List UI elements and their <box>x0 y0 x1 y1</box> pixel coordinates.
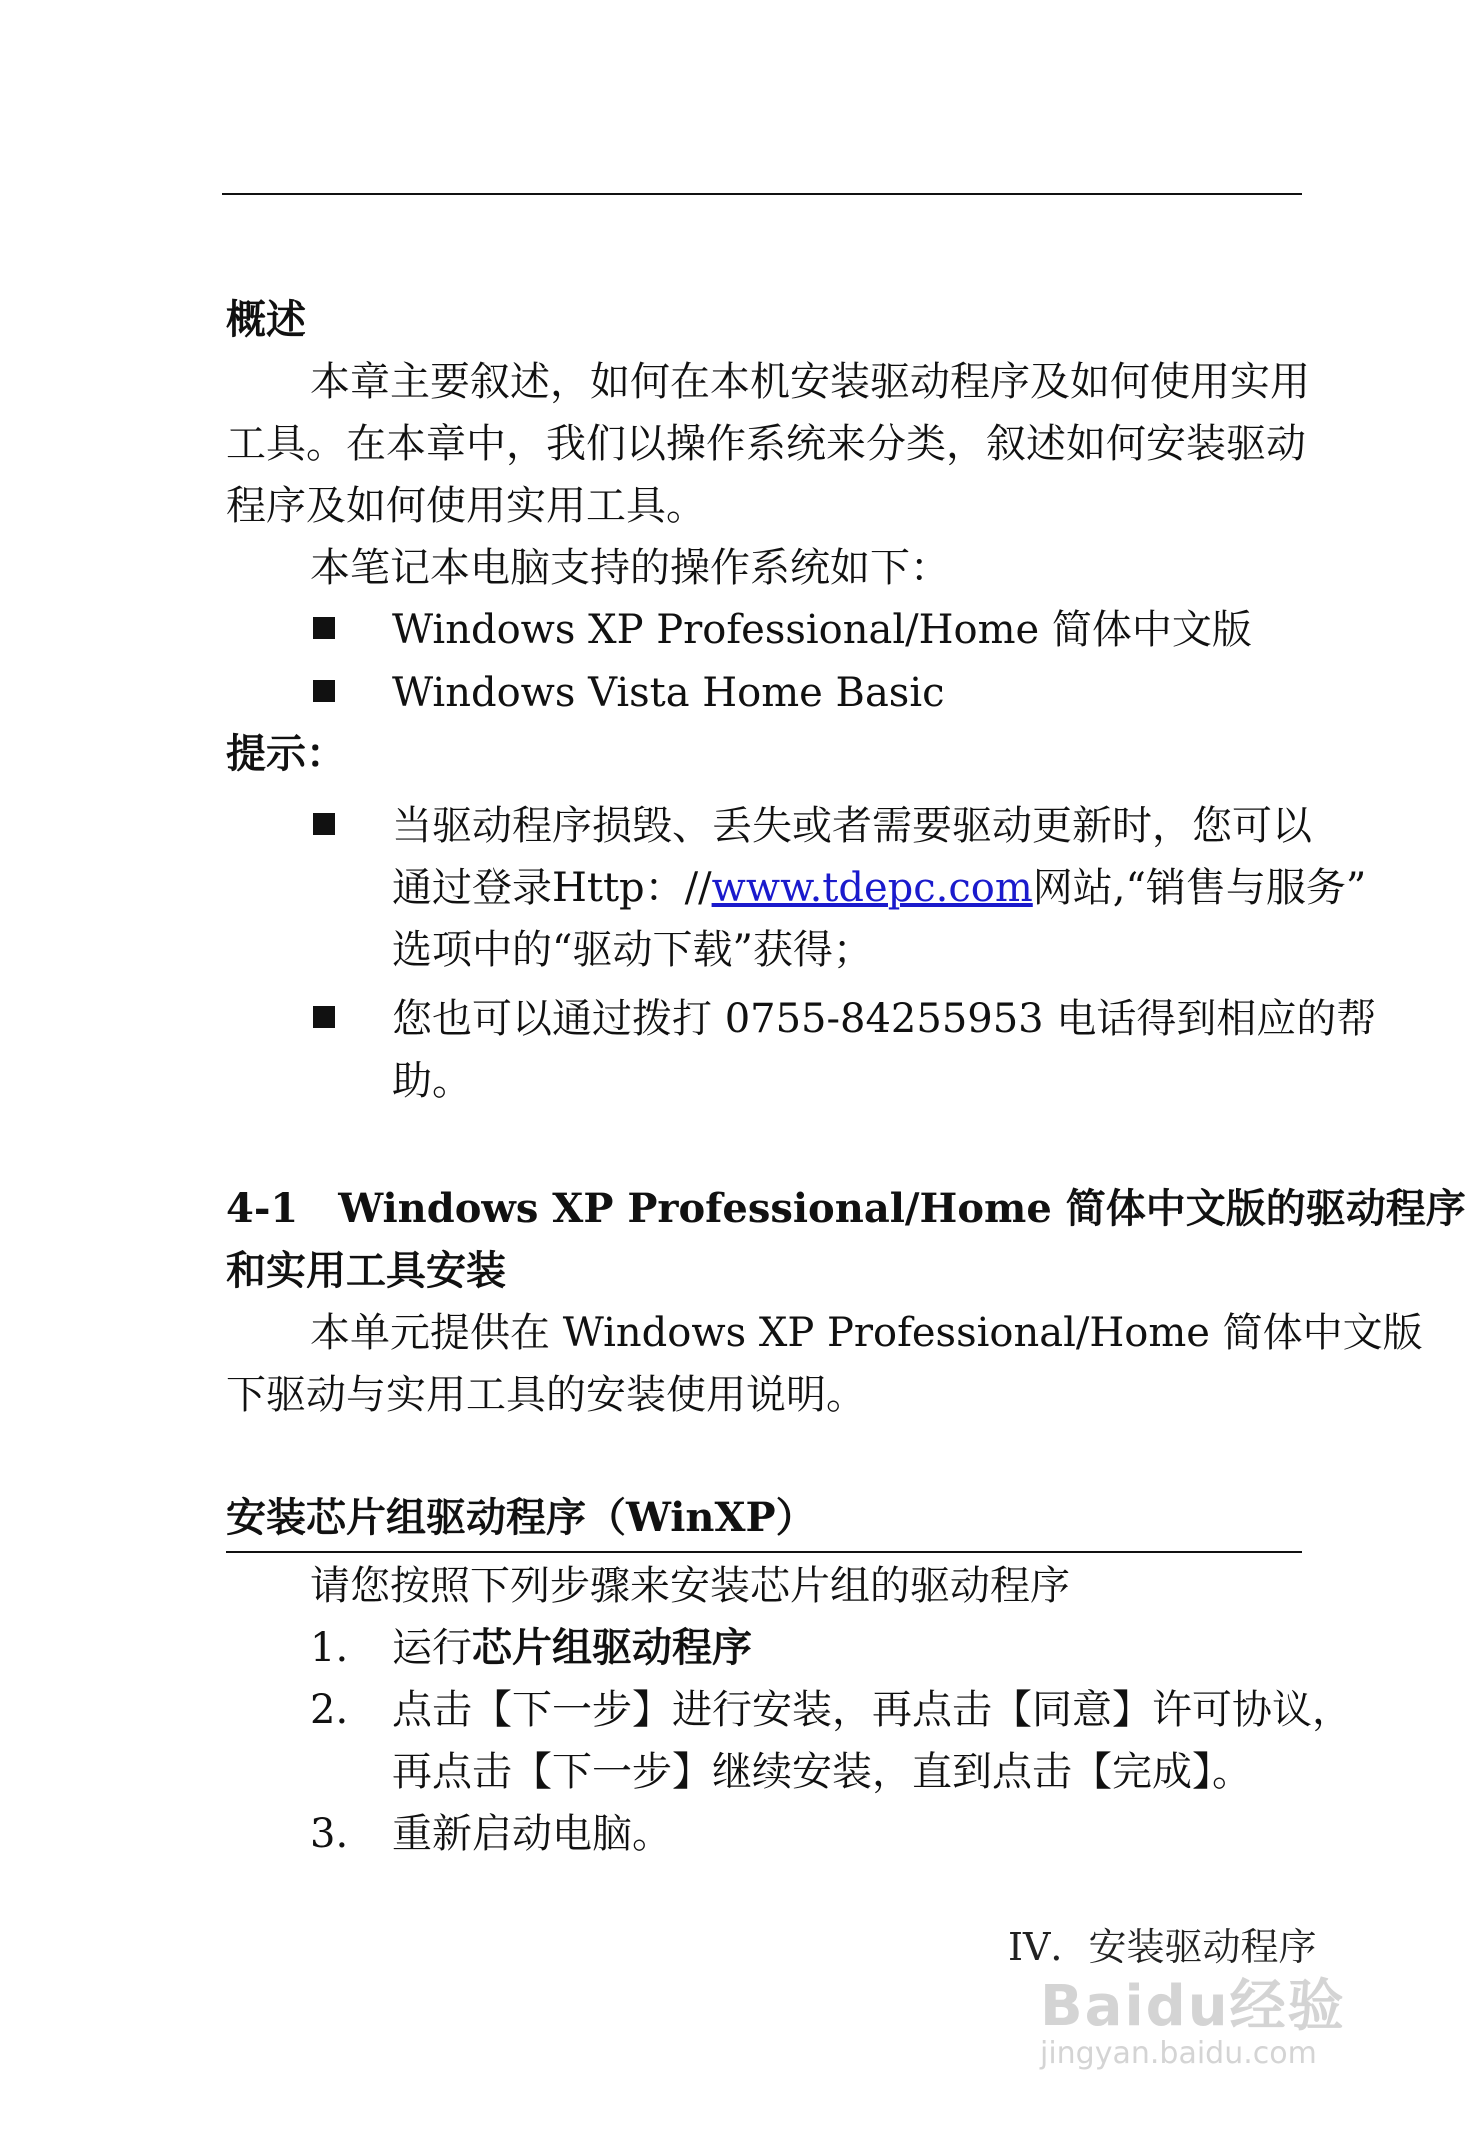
chipset-heading: 安装芯片组驱动程序（WinXP） <box>226 1494 816 1541</box>
overview-intro-line-2: 工具。在本章中，我们以操作系统来分类，叙述如何安装驱动 <box>226 421 1306 467</box>
tip1-line-1: 当驱动程序损毁、丢失或者需要驱动更新时，您可以 <box>392 803 1312 849</box>
website-link[interactable]: www.tdepc.com <box>711 865 1033 911</box>
tip2-line-1: 您也可以通过拨打 0755-84255953 电话得到相应的帮 <box>392 996 1377 1042</box>
step-2-line-2: 再点击【下一步】继续安装，直到点击【完成】。 <box>392 1749 1252 1795</box>
tips-heading: 提示： <box>226 730 346 777</box>
tip1-line-2-suffix: 网站,“销售与服务” <box>1032 865 1367 911</box>
step-number: 1. <box>310 1625 349 1671</box>
tip2-line-2: 助。 <box>392 1058 472 1104</box>
baidu-watermark-url: jingyan.baidu.com <box>1040 2036 1317 2071</box>
step-number: 2. <box>310 1687 349 1733</box>
os-intro: 本笔记本电脑支持的操作系统如下： <box>310 545 950 591</box>
step-2-line-1: 点击【下一步】进行安装，再点击【同意】许可协议， <box>392 1687 1352 1733</box>
footer-chapter-label: IV．安装驱动程序 <box>1008 1925 1317 1969</box>
chipset-intro: 请您按照下列步骤来安装芯片组的驱动程序 <box>310 1563 1070 1609</box>
tip1-line-3: 选项中的“驱动下载”获得； <box>392 927 873 973</box>
chipset-heading-rule <box>226 1551 1302 1553</box>
baidu-watermark-logo: Baidu经验 <box>1040 1974 1346 2039</box>
header-rule <box>222 193 1302 195</box>
step-1-bold: 芯片组驱动程序 <box>472 1624 752 1671</box>
os-item-vista: Windows Vista Home Basic <box>392 670 945 716</box>
os-item-xp: Windows XP Professional/Home 简体中文版 <box>392 607 1252 653</box>
bullet-icon <box>313 680 335 702</box>
tip1-line-2 <box>392 864 1366 912</box>
overview-intro-line-1: 本章主要叙述，如何在本机安装驱动程序及如何使用实用 <box>310 359 1310 405</box>
section-desc-line-2: 下驱动与实用工具的安装使用说明。 <box>226 1372 866 1418</box>
step-1-prefix: 运行 <box>392 1625 472 1671</box>
overview-intro-line-3: 程序及如何使用实用工具。 <box>226 483 706 529</box>
bullet-icon <box>313 617 335 639</box>
step-number: 3. <box>310 1811 349 1857</box>
overview-heading: 概述 <box>226 296 306 343</box>
step-1-text <box>392 1624 752 1672</box>
section-heading-line-2: 和实用工具安装 <box>226 1247 506 1294</box>
bullet-icon <box>313 813 335 835</box>
section-desc-line-1: 本单元提供在 Windows XP Professional/Home 简体中文版 <box>310 1310 1423 1356</box>
bullet-icon <box>313 1006 335 1028</box>
tip1-line-2-prefix: 通过登录Http：// <box>392 865 712 911</box>
step-3-text: 重新启动电脑。 <box>392 1811 672 1857</box>
section-heading-line-1: 4-1 Windows XP Professional/Home 简体中文版的驱动程序 <box>226 1185 1466 1232</box>
